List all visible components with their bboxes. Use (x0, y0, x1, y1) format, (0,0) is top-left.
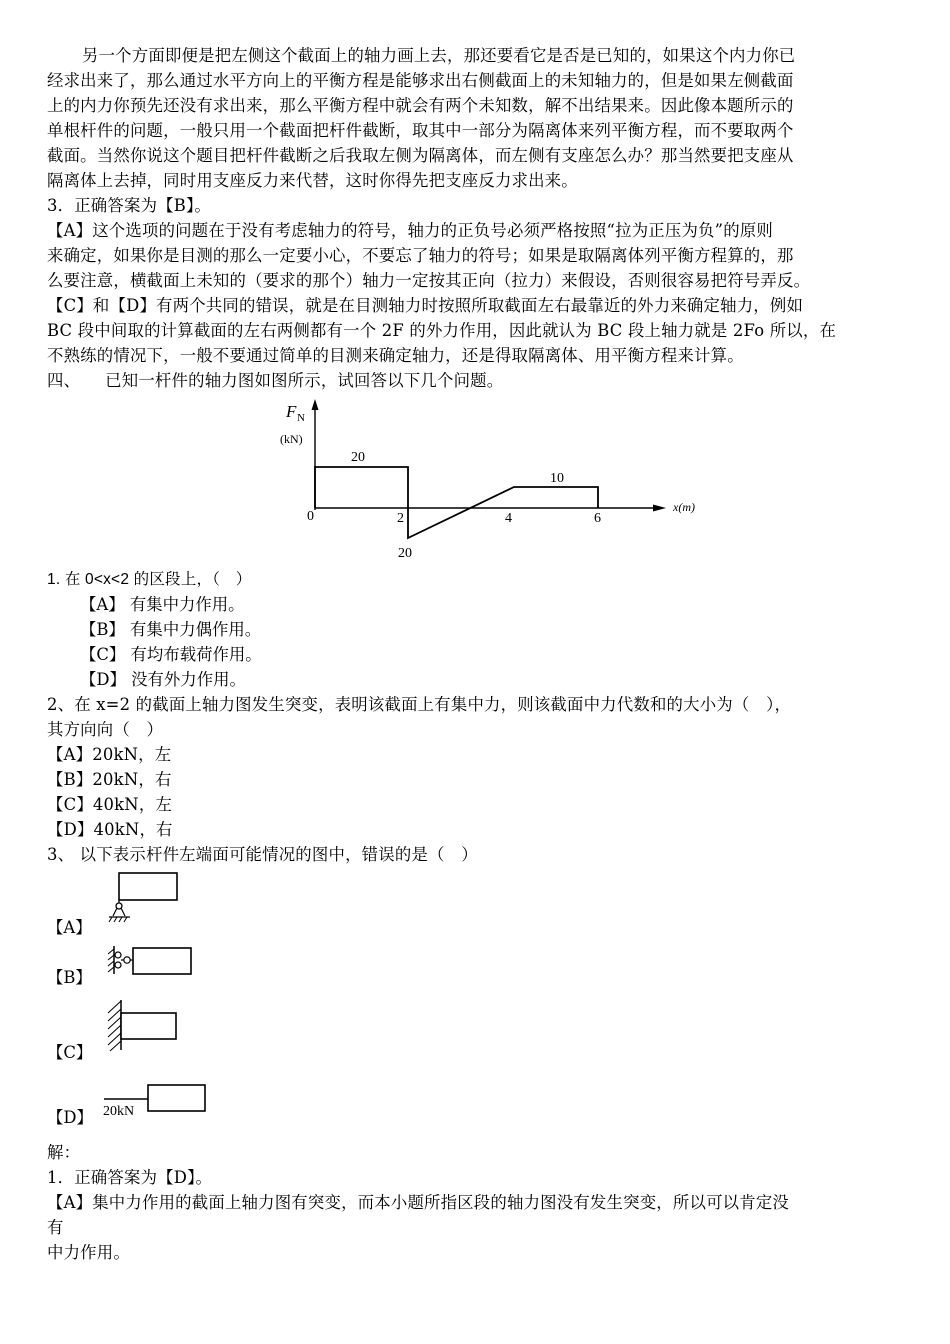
paragraph-line: 【A】这个选项的问题在于没有考虑轴力的符号，轴力的正负号必须严格按照“拉为正压为负”的原则 (47, 221, 773, 240)
roller (115, 962, 121, 968)
pin (124, 957, 130, 963)
hatch (109, 917, 112, 922)
pin-leg (121, 908, 125, 916)
rod (133, 948, 191, 974)
paragraph-line: 上的内力你预先还没有求出来，那么平衡方程中就会有两个未知数，解不出结果来。因此像本题所示的 (47, 96, 794, 115)
q2-option-b[interactable]: 【B】20kN，右 (47, 770, 172, 789)
paragraph-line: 单根杆件的问题，一般只用一个截面把杆件截断，取其中一部分为隔离体来列平衡方程，而不要取两个 (47, 121, 794, 140)
paragraph-line: 截面。当然你说这个题目把杆件截断之后我取左侧为隔离体，而左侧有支座怎么办？那当然要把支座从 (47, 146, 794, 165)
fixed-support-figure (100, 995, 190, 1055)
q2-option-d[interactable]: 【D】40kN，右 (47, 820, 173, 839)
solution-answer-1: 1．正确答案为【D】。 (47, 1168, 213, 1187)
roller (115, 952, 121, 958)
paragraph-line: 经求出来了，那么通过水平方向上的平衡方程是能够求出右侧截面上的未知轴力的，但是如果左侧截面 (47, 71, 794, 90)
hatch (108, 955, 114, 960)
value-label: 20 (398, 546, 412, 561)
hatch (110, 1041, 121, 1051)
paragraph-line: 来确定，如果你是目测的那么一定要小心，不要忘了轴力的符号；如果是取隔离体列平衡方程算的，那 (47, 246, 794, 265)
question-3-stem: 3、 以下表示杆件左端面可能情况的图中，错误的是（ ） (47, 845, 478, 864)
q3-option-a-label[interactable]: 【A】 (47, 918, 92, 937)
answer-title: 3．正确答案为【B】。 (47, 196, 211, 215)
rod (121, 1013, 176, 1039)
rod (148, 1085, 205, 1111)
question-1-stem: 1. 在 0<x<2 的区段上，（ ） (47, 571, 252, 588)
value-label: 20 (351, 450, 365, 465)
axial-force-diagram (270, 395, 720, 565)
q3-option-c-label[interactable]: 【C】 (47, 1043, 93, 1062)
question-2-stem: 2、在 x=2 的截面上轴力图发生突变，表明该截面上有集中力，则该截面中力代数和的大小为（ ）， (47, 695, 792, 714)
y-axis-unit: (kN) (280, 432, 303, 446)
x-tick-label: 2 (397, 511, 404, 526)
hatch (108, 949, 114, 954)
x-tick-label: 4 (505, 511, 512, 526)
solution-line: 中力作用。 (47, 1243, 130, 1262)
q1-option-d[interactable]: 【D】 没有外力作用。 (80, 670, 246, 689)
x-axis-arrow (653, 505, 666, 512)
value-label: 10 (550, 471, 564, 486)
free-end-force-figure (100, 1080, 210, 1120)
hatch (124, 917, 127, 922)
q3-option-b-label[interactable]: 【B】 (47, 968, 92, 987)
paragraph-line: 不熟练的情况下，一般不要通过简单的目测来确定轴力，还是得取隔离体、用平衡方程来计算。 (47, 346, 744, 365)
pin-support-figure (104, 870, 184, 930)
solution-line: 【A】集中力作用的截面上轴力图有突变，而本小题所指区段的轴力图没有发生突变，所以可以肯定没 (47, 1193, 790, 1212)
q1-option-c[interactable]: 【C】 有均布载荷作用。 (80, 645, 262, 664)
q1-option-b[interactable]: 【B】 有集中力偶作用。 (80, 620, 262, 639)
q2-option-a[interactable]: 【A】20kN，左 (47, 745, 172, 764)
x-tick-label: 6 (594, 511, 601, 526)
question-2-stem-cont: 其方向向（ ） (47, 720, 164, 739)
y-axis-arrow (312, 399, 319, 410)
paragraph-line: BC 段中间取的计算截面的左右两侧都有一个 2F 的外力作用，因此就认为 BC 段上轴力就是 2Fo 所以，在 (47, 321, 837, 340)
hatch (108, 967, 114, 972)
x-tick-label: 0 (307, 509, 314, 524)
q2-option-c[interactable]: 【C】40kN，左 (47, 795, 173, 814)
x-axis-label: x(m) (673, 500, 695, 514)
hatch (114, 917, 117, 922)
hatch (108, 961, 114, 966)
q3-option-d-label[interactable]: 【D】 (47, 1108, 93, 1127)
pin-leg (113, 908, 117, 916)
paragraph-line: 么要注意，横截面上未知的（要求的那个）轴力一定按其正向（拉力）来假设，否则很容易把符号弄反。 (47, 271, 811, 290)
paragraph-line: 隔离体上去掉，同时用支座反力来代替，这时你得先把支座反力求出来。 (47, 171, 578, 190)
solution-line: 有 (47, 1218, 64, 1237)
rod (119, 873, 177, 900)
q1-option-a[interactable]: 【A】 有集中力作用。 (80, 595, 245, 614)
y-axis-label: F (286, 402, 297, 421)
y-axis-label-subscript: N (297, 412, 305, 424)
paragraph-line: 【C】和【D】有两个共同的错误，就是在目测轴力时按照所取截面左右最靠近的外力来确定轴力，例如 (47, 296, 804, 315)
paragraph-line: 另一个方面即便是把左侧这个截面上的轴力画上去，那还要看它是否是已知的，如果这个内力你已 (82, 46, 796, 65)
roller-support-figure (100, 940, 200, 980)
solution-title: 解： (47, 1143, 81, 1162)
section-heading: 四、 已知一杆件的轴力图如图所示，试回答以下几个问题。 (47, 371, 504, 390)
force-label: 20kN (103, 1104, 135, 1119)
hatch (119, 917, 122, 922)
